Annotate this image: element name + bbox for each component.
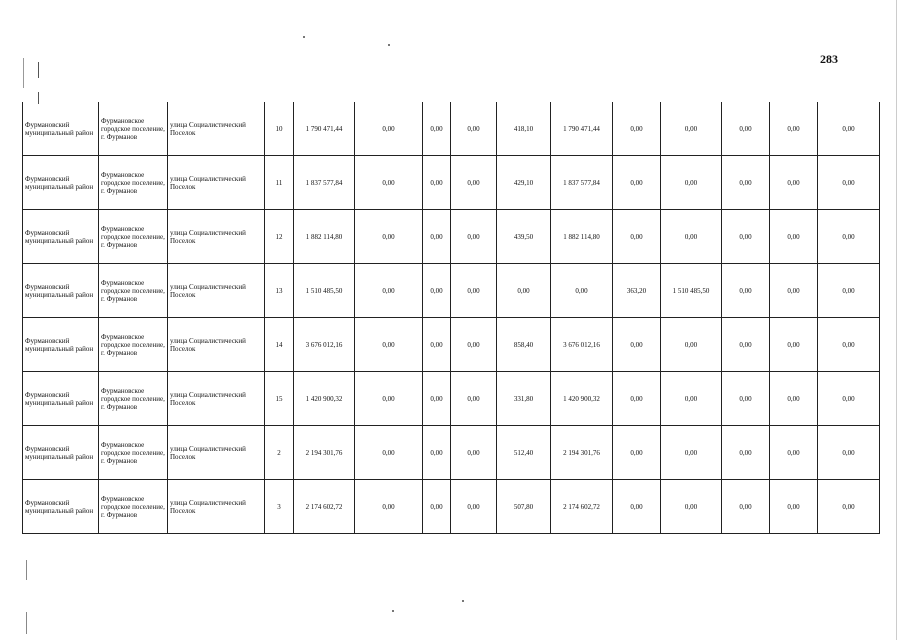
scan-mark <box>896 0 897 640</box>
value-cell: 0,00 <box>423 156 451 210</box>
value-cell: 0,00 <box>818 102 880 156</box>
table-row <box>23 102 880 156</box>
value-cell: 0,00 <box>423 210 451 264</box>
address-cell: улица Социалистический Поселок <box>168 480 265 534</box>
address-cell: улица Социалистический Поселок <box>168 264 265 318</box>
settlement-cell: Фурмановское городское поселение, г. Фурманов <box>99 102 168 156</box>
value-cell: 507,80 <box>497 480 551 534</box>
scan-mark <box>38 62 39 78</box>
district-cell: Фурмановский муниципальный район <box>23 318 99 372</box>
page-number: 283 <box>820 52 838 66</box>
settlement-cell: Фурмановское городское поселение, г. Фурманов <box>99 210 168 264</box>
value-cell: 0,00 <box>613 426 661 480</box>
value-cell: 0,00 <box>770 156 818 210</box>
value-cell: 3 676 012,16 <box>294 318 355 372</box>
value-cell: 0,00 <box>770 372 818 426</box>
value-cell: 1 837 577,84 <box>294 156 355 210</box>
value-cell: 0,00 <box>451 318 497 372</box>
scan-mark <box>26 612 27 634</box>
settlement-cell: Фурмановское городское поселение, г. Фурманов <box>99 156 168 210</box>
table-row <box>23 426 880 480</box>
district-cell: Фурмановский муниципальный район <box>23 480 99 534</box>
value-cell: 0,00 <box>355 264 423 318</box>
table-row <box>23 156 880 210</box>
value-cell: 0,00 <box>722 264 770 318</box>
value-cell: 0,00 <box>451 156 497 210</box>
value-cell: 0,00 <box>355 210 423 264</box>
value-cell: 1 882 114,80 <box>551 210 613 264</box>
house-number-cell: 14 <box>265 318 294 372</box>
value-cell: 0,00 <box>355 102 423 156</box>
value-cell: 0,00 <box>423 264 451 318</box>
house-number-cell: 2 <box>265 426 294 480</box>
scan-dot <box>462 600 464 602</box>
address-cell: улица Социалистический Поселок <box>168 372 265 426</box>
address-cell: улица Социалистический Поселок <box>168 426 265 480</box>
value-cell: 0,00 <box>355 372 423 426</box>
value-cell: 363,20 <box>613 264 661 318</box>
value-cell: 1 882 114,80 <box>294 210 355 264</box>
scan-dot <box>388 44 390 46</box>
value-cell: 439,50 <box>497 210 551 264</box>
house-number-cell: 12 <box>265 210 294 264</box>
settlement-cell: Фурмановское городское поселение, г. Фурманов <box>99 480 168 534</box>
value-cell: 0,00 <box>722 156 770 210</box>
scan-mark <box>26 560 27 580</box>
value-cell: 0,00 <box>722 210 770 264</box>
settlement-cell: Фурмановское городское поселение, г. Фурманов <box>99 426 168 480</box>
value-cell: 0,00 <box>613 480 661 534</box>
value-cell: 0,00 <box>551 264 613 318</box>
value-cell: 0,00 <box>818 426 880 480</box>
value-cell: 0,00 <box>423 318 451 372</box>
settlement-cell: Фурмановское городское поселение, г. Фурманов <box>99 264 168 318</box>
district-cell: Фурмановский муниципальный район <box>23 426 99 480</box>
value-cell: 0,00 <box>355 480 423 534</box>
value-cell: 0,00 <box>661 372 722 426</box>
house-number-cell: 11 <box>265 156 294 210</box>
value-cell: 0,00 <box>355 156 423 210</box>
value-cell: 0,00 <box>613 156 661 210</box>
value-cell: 1 420 900,32 <box>551 372 613 426</box>
value-cell: 1 420 900,32 <box>294 372 355 426</box>
value-cell: 0,00 <box>613 102 661 156</box>
value-cell: 0,00 <box>770 426 818 480</box>
value-cell: 0,00 <box>423 480 451 534</box>
value-cell: 1 510 485,50 <box>661 264 722 318</box>
value-cell: 0,00 <box>613 210 661 264</box>
house-number-cell: 3 <box>265 480 294 534</box>
house-number-cell: 10 <box>265 102 294 156</box>
house-number-cell: 13 <box>265 264 294 318</box>
district-cell: Фурмановский муниципальный район <box>23 102 99 156</box>
table-body <box>23 102 880 534</box>
value-cell: 0,00 <box>451 264 497 318</box>
value-cell: 418,10 <box>497 102 551 156</box>
value-cell: 2 194 301,76 <box>551 426 613 480</box>
value-cell: 0,00 <box>722 318 770 372</box>
value-cell: 0,00 <box>423 372 451 426</box>
address-cell: улица Социалистический Поселок <box>168 156 265 210</box>
value-cell: 2 174 602,72 <box>294 480 355 534</box>
value-cell: 0,00 <box>770 480 818 534</box>
value-cell: 0,00 <box>818 210 880 264</box>
table-row <box>23 210 880 264</box>
district-cell: Фурмановский муниципальный район <box>23 210 99 264</box>
district-cell: Фурмановский муниципальный район <box>23 264 99 318</box>
value-cell: 0,00 <box>661 426 722 480</box>
value-cell: 0,00 <box>613 372 661 426</box>
settlement-cell: Фурмановское городское поселение, г. Фурманов <box>99 372 168 426</box>
value-cell: 1 790 471,44 <box>551 102 613 156</box>
value-cell: 0,00 <box>770 210 818 264</box>
table-row <box>23 480 880 534</box>
value-cell: 0,00 <box>722 102 770 156</box>
value-cell: 0,00 <box>355 426 423 480</box>
value-cell: 858,40 <box>497 318 551 372</box>
value-cell: 0,00 <box>770 102 818 156</box>
value-cell: 0,00 <box>661 480 722 534</box>
value-cell: 0,00 <box>451 372 497 426</box>
table-row <box>23 318 880 372</box>
value-cell: 0,00 <box>818 318 880 372</box>
value-cell: 331,80 <box>497 372 551 426</box>
value-cell: 0,00 <box>451 426 497 480</box>
value-cell: 0,00 <box>451 210 497 264</box>
value-cell: 0,00 <box>818 372 880 426</box>
table-row <box>23 372 880 426</box>
value-cell: 0,00 <box>818 480 880 534</box>
value-cell: 0,00 <box>661 210 722 264</box>
house-number-cell: 15 <box>265 372 294 426</box>
value-cell: 0,00 <box>722 426 770 480</box>
scan-mark <box>23 58 24 88</box>
value-cell: 0,00 <box>451 102 497 156</box>
value-cell: 0,00 <box>818 264 880 318</box>
value-cell: 0,00 <box>613 318 661 372</box>
value-cell: 0,00 <box>818 156 880 210</box>
value-cell: 0,00 <box>423 426 451 480</box>
value-cell: 2 194 301,76 <box>294 426 355 480</box>
registry-table <box>22 102 880 534</box>
value-cell: 2 174 602,72 <box>551 480 613 534</box>
scan-dot <box>303 36 305 38</box>
value-cell: 1 510 485,50 <box>294 264 355 318</box>
district-cell: Фурмановский муниципальный район <box>23 372 99 426</box>
district-cell: Фурмановский муниципальный район <box>23 156 99 210</box>
address-cell: улица Социалистический Поселок <box>168 210 265 264</box>
value-cell: 0,00 <box>497 264 551 318</box>
value-cell: 512,40 <box>497 426 551 480</box>
value-cell: 0,00 <box>722 480 770 534</box>
value-cell: 0,00 <box>423 102 451 156</box>
value-cell: 3 676 012,16 <box>551 318 613 372</box>
value-cell: 1 790 471,44 <box>294 102 355 156</box>
value-cell: 0,00 <box>661 156 722 210</box>
settlement-cell: Фурмановское городское поселение, г. Фурманов <box>99 318 168 372</box>
value-cell: 0,00 <box>770 318 818 372</box>
address-cell: улица Социалистический Поселок <box>168 102 265 156</box>
value-cell: 0,00 <box>722 372 770 426</box>
value-cell: 0,00 <box>661 102 722 156</box>
value-cell: 0,00 <box>355 318 423 372</box>
value-cell: 1 837 577,84 <box>551 156 613 210</box>
value-cell: 0,00 <box>451 480 497 534</box>
scan-dot <box>392 610 394 612</box>
value-cell: 429,10 <box>497 156 551 210</box>
table-row <box>23 264 880 318</box>
value-cell: 0,00 <box>770 264 818 318</box>
address-cell: улица Социалистический Поселок <box>168 318 265 372</box>
value-cell: 0,00 <box>661 318 722 372</box>
